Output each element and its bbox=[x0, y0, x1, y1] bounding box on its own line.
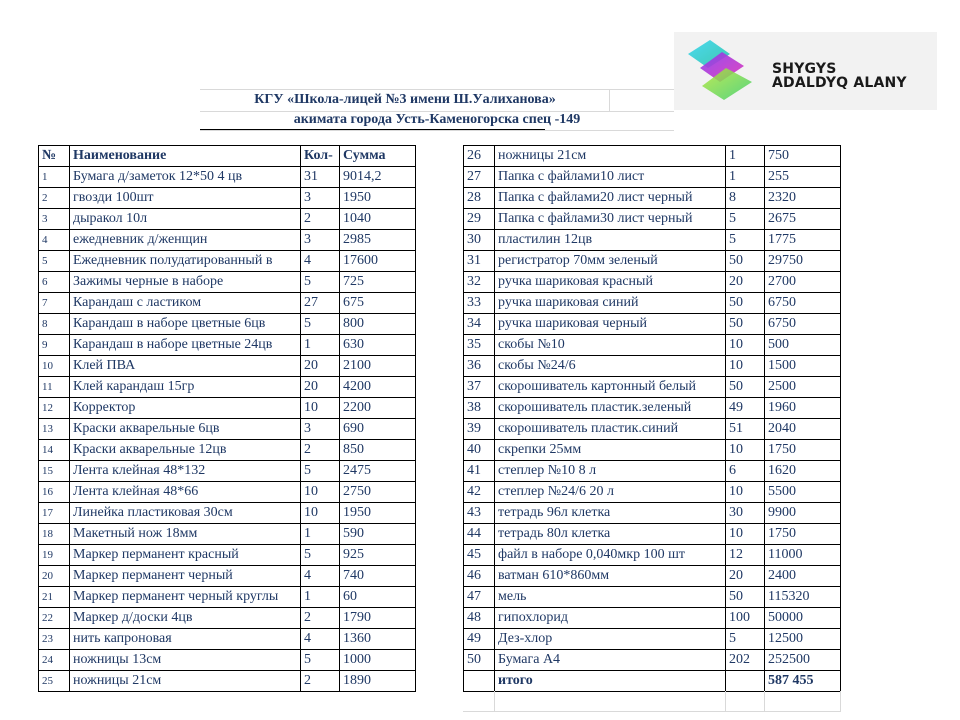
item-sum: 6750 bbox=[765, 293, 841, 314]
item-quantity: 50 bbox=[726, 314, 765, 335]
item-quantity: 10 bbox=[726, 482, 765, 503]
item-quantity: 5 bbox=[726, 209, 765, 230]
item-name: гвозди 100шт bbox=[70, 188, 301, 209]
item-sum: 2700 bbox=[765, 272, 841, 293]
header-sum: Сумма bbox=[340, 146, 416, 167]
table-row bbox=[39, 188, 416, 209]
supplies-table-right bbox=[463, 145, 841, 692]
item-sum: 1040 bbox=[340, 209, 416, 230]
row-number: 23 bbox=[39, 629, 70, 650]
table-row bbox=[464, 314, 841, 335]
table-row bbox=[464, 608, 841, 629]
empty-cell bbox=[764, 691, 841, 712]
total-value: 587 455 bbox=[765, 671, 841, 692]
row-number: 38 bbox=[464, 398, 495, 419]
item-sum: 630 bbox=[340, 335, 416, 356]
item-sum: 5500 bbox=[765, 482, 841, 503]
row-number: 49 bbox=[464, 629, 495, 650]
item-sum: 690 bbox=[340, 419, 416, 440]
table-row bbox=[39, 419, 416, 440]
item-quantity: 4 bbox=[301, 251, 340, 272]
item-name: ножницы 21см bbox=[70, 671, 301, 692]
table-row bbox=[39, 650, 416, 671]
table-row bbox=[39, 314, 416, 335]
item-name: скобы №24/6 bbox=[495, 356, 726, 377]
total-empty-cell bbox=[726, 671, 765, 692]
item-sum: 1950 bbox=[340, 188, 416, 209]
logo-text bbox=[772, 62, 907, 90]
item-name: Бумага А4 bbox=[495, 650, 726, 671]
table-row bbox=[464, 461, 841, 482]
row-number: 9 bbox=[39, 335, 70, 356]
item-quantity: 30 bbox=[726, 503, 765, 524]
item-sum: 29750 bbox=[765, 251, 841, 272]
item-sum: 50000 bbox=[765, 608, 841, 629]
table-row bbox=[464, 419, 841, 440]
item-name: Дез-хлор bbox=[495, 629, 726, 650]
item-quantity: 50 bbox=[726, 293, 765, 314]
total-empty-cell bbox=[464, 671, 495, 692]
table-row bbox=[464, 566, 841, 587]
item-name: файл в наборе 0,040мкр 100 шт bbox=[495, 545, 726, 566]
item-name: мель bbox=[495, 587, 726, 608]
table-row bbox=[464, 503, 841, 524]
item-quantity: 5 bbox=[301, 272, 340, 293]
title-row-1 bbox=[200, 89, 674, 112]
row-number: 31 bbox=[464, 251, 495, 272]
item-quantity: 20 bbox=[726, 272, 765, 293]
item-sum: 1890 bbox=[340, 671, 416, 692]
row-number: 35 bbox=[464, 335, 495, 356]
total-row bbox=[464, 671, 841, 692]
item-sum: 60 bbox=[340, 587, 416, 608]
item-name: дыракол 10л bbox=[70, 209, 301, 230]
row-number: 28 bbox=[464, 188, 495, 209]
row-number: 20 bbox=[39, 566, 70, 587]
item-sum: 6750 bbox=[765, 314, 841, 335]
item-sum: 9900 bbox=[765, 503, 841, 524]
row-number: 32 bbox=[464, 272, 495, 293]
item-name: Линейка пластиковая 30см bbox=[70, 503, 301, 524]
item-name: скрепки 25мм bbox=[495, 440, 726, 461]
item-sum: 11000 bbox=[765, 545, 841, 566]
item-sum: 2475 bbox=[340, 461, 416, 482]
item-quantity: 5 bbox=[301, 650, 340, 671]
row-number: 46 bbox=[464, 566, 495, 587]
item-quantity: 51 bbox=[726, 419, 765, 440]
item-sum: 800 bbox=[340, 314, 416, 335]
item-name: Краски акварельные 12цв bbox=[70, 440, 301, 461]
item-name: ножницы 21см bbox=[495, 146, 726, 167]
item-quantity: 10 bbox=[301, 398, 340, 419]
item-sum: 2200 bbox=[340, 398, 416, 419]
cell-divider bbox=[609, 90, 610, 111]
table-header-row bbox=[39, 146, 416, 167]
table-row bbox=[39, 629, 416, 650]
item-quantity: 1 bbox=[726, 146, 765, 167]
table-row bbox=[464, 230, 841, 251]
item-name: Клей ПВА bbox=[70, 356, 301, 377]
table-row bbox=[39, 272, 416, 293]
underline bbox=[200, 129, 545, 130]
row-number: 34 bbox=[464, 314, 495, 335]
table-row bbox=[464, 146, 841, 167]
item-name: гипохлорид bbox=[495, 608, 726, 629]
item-quantity: 3 bbox=[301, 419, 340, 440]
row-number: 14 bbox=[39, 440, 70, 461]
item-quantity: 5 bbox=[726, 230, 765, 251]
item-sum: 1360 bbox=[340, 629, 416, 650]
document-subtitle: акимата города Усть-Каменогорска спец -149 bbox=[293, 112, 581, 127]
item-quantity: 2 bbox=[301, 671, 340, 692]
row-number: 29 bbox=[464, 209, 495, 230]
table-row bbox=[464, 545, 841, 566]
table-row bbox=[39, 293, 416, 314]
item-quantity: 10 bbox=[726, 356, 765, 377]
item-sum: 1960 bbox=[765, 398, 841, 419]
table-row bbox=[39, 356, 416, 377]
item-quantity: 100 bbox=[726, 608, 765, 629]
row-number: 2 bbox=[39, 188, 70, 209]
item-name: Лента клейная 48*66 bbox=[70, 482, 301, 503]
shygys-logo bbox=[674, 32, 937, 110]
item-quantity: 1 bbox=[301, 524, 340, 545]
item-quantity: 5 bbox=[726, 629, 765, 650]
row-number: 22 bbox=[39, 608, 70, 629]
item-quantity: 6 bbox=[726, 461, 765, 482]
item-quantity: 5 bbox=[301, 314, 340, 335]
item-sum: 2750 bbox=[340, 482, 416, 503]
row-number: 6 bbox=[39, 272, 70, 293]
item-sum: 2100 bbox=[340, 356, 416, 377]
item-name: Маркер д/доски 4цв bbox=[70, 608, 301, 629]
item-sum: 1790 bbox=[340, 608, 416, 629]
item-sum: 740 bbox=[340, 566, 416, 587]
item-name: Маркер перманент черный круглы bbox=[70, 587, 301, 608]
row-number: 37 bbox=[464, 377, 495, 398]
table-row bbox=[39, 440, 416, 461]
row-number: 41 bbox=[464, 461, 495, 482]
table-row bbox=[39, 482, 416, 503]
table-row bbox=[464, 629, 841, 650]
table-row bbox=[464, 587, 841, 608]
item-quantity: 12 bbox=[726, 545, 765, 566]
table-row bbox=[39, 209, 416, 230]
row-number: 1 bbox=[39, 167, 70, 188]
table-row bbox=[464, 482, 841, 503]
table-row bbox=[39, 461, 416, 482]
row-number: 33 bbox=[464, 293, 495, 314]
item-quantity: 5 bbox=[301, 545, 340, 566]
header-quantity: Кол- bbox=[301, 146, 340, 167]
empty-cell bbox=[725, 691, 765, 712]
row-number: 11 bbox=[39, 377, 70, 398]
row-number: 8 bbox=[39, 314, 70, 335]
table-row bbox=[464, 377, 841, 398]
item-name: Клей карандаш 15гр bbox=[70, 377, 301, 398]
row-number: 48 bbox=[464, 608, 495, 629]
item-quantity: 10 bbox=[726, 524, 765, 545]
row-number: 44 bbox=[464, 524, 495, 545]
supplies-table-left bbox=[38, 145, 416, 692]
item-sum: 12500 bbox=[765, 629, 841, 650]
item-sum: 2320 bbox=[765, 188, 841, 209]
item-quantity: 3 bbox=[301, 230, 340, 251]
table-row bbox=[464, 209, 841, 230]
item-sum: 500 bbox=[765, 335, 841, 356]
item-sum: 2400 bbox=[765, 566, 841, 587]
row-number: 24 bbox=[39, 650, 70, 671]
item-name: ручка шариковая черный bbox=[495, 314, 726, 335]
item-quantity: 10 bbox=[301, 482, 340, 503]
item-sum: 115320 bbox=[765, 587, 841, 608]
item-quantity: 31 bbox=[301, 167, 340, 188]
item-name: ножницы 13см bbox=[70, 650, 301, 671]
table-row bbox=[464, 335, 841, 356]
row-number: 47 bbox=[464, 587, 495, 608]
table-row bbox=[464, 356, 841, 377]
row-number: 27 bbox=[464, 167, 495, 188]
item-name: ежедневник д/женщин bbox=[70, 230, 301, 251]
table-row bbox=[464, 293, 841, 314]
item-sum: 925 bbox=[340, 545, 416, 566]
logo-line-2: ADALDYQ ALANY bbox=[772, 75, 907, 91]
title-row-2 bbox=[200, 110, 674, 131]
row-number: 43 bbox=[464, 503, 495, 524]
item-quantity: 202 bbox=[726, 650, 765, 671]
table-row bbox=[464, 251, 841, 272]
row-number: 19 bbox=[39, 545, 70, 566]
item-quantity: 2 bbox=[301, 440, 340, 461]
item-quantity: 8 bbox=[726, 188, 765, 209]
table-row bbox=[39, 587, 416, 608]
item-sum: 1000 bbox=[340, 650, 416, 671]
item-name: Зажимы черные в наборе bbox=[70, 272, 301, 293]
item-quantity: 2 bbox=[301, 209, 340, 230]
table-row bbox=[39, 671, 416, 692]
item-name: скобы №10 bbox=[495, 335, 726, 356]
item-sum: 1750 bbox=[765, 440, 841, 461]
item-quantity: 50 bbox=[726, 377, 765, 398]
row-number: 21 bbox=[39, 587, 70, 608]
table-row bbox=[39, 251, 416, 272]
item-sum: 2500 bbox=[765, 377, 841, 398]
item-name: Папка с файлами30 лист черный bbox=[495, 209, 726, 230]
item-sum: 9014,2 bbox=[340, 167, 416, 188]
item-name: ватман 610*860мм bbox=[495, 566, 726, 587]
item-quantity: 3 bbox=[301, 188, 340, 209]
item-quantity: 20 bbox=[301, 356, 340, 377]
item-name: скорошиватель картонный белый bbox=[495, 377, 726, 398]
item-sum: 255 bbox=[765, 167, 841, 188]
document-title: КГУ «Школа-лицей №3 имени Ш.Уалиханова» bbox=[254, 92, 556, 107]
table-row bbox=[39, 398, 416, 419]
item-name: Лента клейная 48*132 bbox=[70, 461, 301, 482]
item-sum: 1500 bbox=[765, 356, 841, 377]
row-number: 42 bbox=[464, 482, 495, 503]
item-quantity: 10 bbox=[726, 440, 765, 461]
table-row bbox=[464, 188, 841, 209]
item-quantity: 4 bbox=[301, 566, 340, 587]
item-quantity: 49 bbox=[726, 398, 765, 419]
row-number: 45 bbox=[464, 545, 495, 566]
table-row bbox=[39, 167, 416, 188]
item-sum: 850 bbox=[340, 440, 416, 461]
table-row bbox=[464, 650, 841, 671]
item-name: Ежедневник полудатированный в bbox=[70, 251, 301, 272]
item-name: Корректор bbox=[70, 398, 301, 419]
item-name: тетрадь 80л клетка bbox=[495, 524, 726, 545]
table-row bbox=[39, 608, 416, 629]
item-sum: 750 bbox=[765, 146, 841, 167]
item-name: Папка с файлами10 лист bbox=[495, 167, 726, 188]
item-sum: 2040 bbox=[765, 419, 841, 440]
item-quantity: 1 bbox=[301, 587, 340, 608]
item-name: Маркер перманент красный bbox=[70, 545, 301, 566]
row-number: 15 bbox=[39, 461, 70, 482]
table-row bbox=[464, 440, 841, 461]
item-sum: 1750 bbox=[765, 524, 841, 545]
table-row bbox=[464, 398, 841, 419]
item-name: регистратор 70мм зеленый bbox=[495, 251, 726, 272]
empty-cell bbox=[463, 691, 495, 712]
empty-spreadsheet-row bbox=[463, 691, 841, 711]
item-name: Карандаш в наборе цветные 24цв bbox=[70, 335, 301, 356]
table-row bbox=[464, 167, 841, 188]
table-row bbox=[39, 503, 416, 524]
item-name: Маркер перманент черный bbox=[70, 566, 301, 587]
item-name: Бумага д/заметок 12*50 4 цв bbox=[70, 167, 301, 188]
row-number: 39 bbox=[464, 419, 495, 440]
item-name: Папка с файлами20 лист черный bbox=[495, 188, 726, 209]
item-quantity: 10 bbox=[726, 335, 765, 356]
item-quantity: 5 bbox=[301, 461, 340, 482]
item-name: Карандаш в наборе цветные 6цв bbox=[70, 314, 301, 335]
item-sum: 1775 bbox=[765, 230, 841, 251]
table-row bbox=[464, 272, 841, 293]
total-label: итого bbox=[495, 671, 726, 692]
empty-cell bbox=[494, 691, 726, 712]
item-sum: 252500 bbox=[765, 650, 841, 671]
item-name: скорошиватель пластик.синий bbox=[495, 419, 726, 440]
item-sum: 675 bbox=[340, 293, 416, 314]
row-number: 40 bbox=[464, 440, 495, 461]
item-name: ручка шариковая синий bbox=[495, 293, 726, 314]
row-number: 17 bbox=[39, 503, 70, 524]
item-sum: 4200 bbox=[340, 377, 416, 398]
item-quantity: 1 bbox=[301, 335, 340, 356]
table-row bbox=[39, 377, 416, 398]
item-quantity: 1 bbox=[726, 167, 765, 188]
row-number: 5 bbox=[39, 251, 70, 272]
item-name: нить капроновая bbox=[70, 629, 301, 650]
item-name: тетрадь 96л клетка bbox=[495, 503, 726, 524]
table-row bbox=[39, 545, 416, 566]
item-name: степлер №10 8 л bbox=[495, 461, 726, 482]
item-sum: 1620 bbox=[765, 461, 841, 482]
item-sum: 725 bbox=[340, 272, 416, 293]
table-row bbox=[39, 566, 416, 587]
item-quantity: 50 bbox=[726, 251, 765, 272]
row-number: 16 bbox=[39, 482, 70, 503]
item-name: скорошиватель пластик.зеленый bbox=[495, 398, 726, 419]
row-number: 26 bbox=[464, 146, 495, 167]
item-sum: 17600 bbox=[340, 251, 416, 272]
row-number: 10 bbox=[39, 356, 70, 377]
header-number: № bbox=[39, 146, 70, 167]
item-name: пластилин 12цв bbox=[495, 230, 726, 251]
item-name: Макетный нож 18мм bbox=[70, 524, 301, 545]
table-row bbox=[464, 524, 841, 545]
table-row bbox=[39, 524, 416, 545]
row-number: 36 bbox=[464, 356, 495, 377]
row-number: 30 bbox=[464, 230, 495, 251]
item-quantity: 2 bbox=[301, 608, 340, 629]
item-quantity: 4 bbox=[301, 629, 340, 650]
table-row bbox=[39, 335, 416, 356]
item-name: ручка шариковая красный bbox=[495, 272, 726, 293]
row-number: 13 bbox=[39, 419, 70, 440]
item-name: степлер №24/6 20 л bbox=[495, 482, 726, 503]
row-number: 4 bbox=[39, 230, 70, 251]
logo-mark-icon bbox=[682, 38, 768, 104]
item-sum: 2675 bbox=[765, 209, 841, 230]
row-number: 7 bbox=[39, 293, 70, 314]
item-sum: 1950 bbox=[340, 503, 416, 524]
item-name: Краски акварельные 6цв bbox=[70, 419, 301, 440]
item-quantity: 27 bbox=[301, 293, 340, 314]
row-number: 3 bbox=[39, 209, 70, 230]
header-name: Наименование bbox=[70, 146, 301, 167]
row-number: 50 bbox=[464, 650, 495, 671]
row-number: 25 bbox=[39, 671, 70, 692]
item-quantity: 20 bbox=[726, 566, 765, 587]
item-quantity: 20 bbox=[301, 377, 340, 398]
item-sum: 2985 bbox=[340, 230, 416, 251]
item-quantity: 10 bbox=[301, 503, 340, 524]
item-sum: 590 bbox=[340, 524, 416, 545]
item-name: Карандаш с ластиком bbox=[70, 293, 301, 314]
table-row bbox=[39, 230, 416, 251]
row-number: 12 bbox=[39, 398, 70, 419]
item-quantity: 50 bbox=[726, 587, 765, 608]
logo-line-1: SHYGYS bbox=[772, 61, 837, 77]
row-number: 18 bbox=[39, 524, 70, 545]
